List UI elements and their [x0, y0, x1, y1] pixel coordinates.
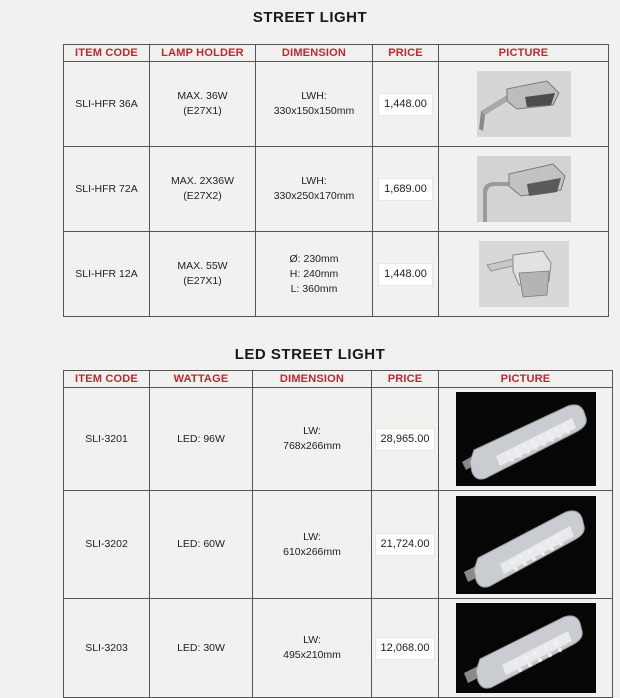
street-light-hfr-12a-photo	[479, 241, 569, 307]
price	[372, 491, 439, 599]
table-row	[64, 62, 609, 147]
header-price: PRICE	[372, 371, 439, 388]
table-row	[64, 599, 613, 698]
price-value: 1,689.00	[379, 179, 432, 200]
table-header-row	[64, 371, 613, 388]
table-row	[64, 147, 609, 232]
led-street-light-table	[63, 370, 613, 698]
dimension-label: LWH:	[301, 175, 327, 187]
picture-cell	[439, 232, 609, 317]
header-price: PRICE	[373, 45, 439, 62]
dimension-value: 330x250x170mm	[273, 190, 355, 202]
led-street-light-title: LED STREET LIGHT	[234, 346, 386, 363]
dimension	[253, 599, 372, 698]
street-light-title: STREET LIGHT	[252, 9, 368, 26]
dimension-label: LW:	[303, 530, 321, 543]
price	[372, 388, 439, 491]
dimension-value: 330x150x150mm	[273, 105, 355, 117]
header-dimension: DIMENSION	[253, 371, 372, 388]
header-picture: PICTURE	[439, 371, 613, 388]
wattage: LED: 96W	[150, 388, 253, 491]
table-row	[64, 232, 609, 317]
led-street-light-3203-photo	[456, 603, 596, 693]
wattage: LED: 60W	[150, 491, 253, 599]
price-value: 1,448.00	[379, 94, 432, 115]
item-code: SLI-3201	[64, 388, 150, 491]
price	[373, 232, 439, 317]
price-value: 28,965.00	[376, 429, 435, 450]
price	[373, 147, 439, 232]
dimension-height: H: 240mm	[289, 267, 339, 280]
table-header-row	[64, 45, 609, 62]
header-item-code: ITEM CODE	[64, 45, 150, 62]
table-row	[64, 491, 613, 599]
lamp-holder-socket: (E27X1)	[183, 275, 222, 287]
item-code: SLI-3202	[64, 491, 150, 599]
header-picture: PICTURE	[439, 45, 609, 62]
street-light-hfr-72a-photo	[477, 156, 571, 222]
dimension-value: 610x266mm	[283, 545, 341, 558]
header-dimension: DIMENSION	[256, 45, 373, 62]
dimension-value: 495x210mm	[283, 649, 341, 661]
lamp-holder-power: MAX. 55W	[177, 260, 228, 272]
street-light-hfr-36a-photo	[477, 71, 571, 137]
price-value: 21,724.00	[376, 534, 435, 555]
item-code: SLI-HFR 36A	[64, 62, 150, 147]
price-value: 12,068.00	[376, 638, 435, 659]
dimension-length: L: 360mm	[290, 282, 338, 295]
dimension-label: LWH:	[301, 90, 327, 102]
item-code: SLI-HFR 72A	[64, 147, 150, 232]
wattage: LED: 30W	[150, 599, 253, 698]
picture-cell	[439, 491, 613, 599]
led-street-light-3201-photo	[456, 392, 596, 486]
picture-cell	[439, 147, 609, 232]
price	[372, 599, 439, 698]
lamp-holder-power: MAX. 36W	[177, 90, 228, 102]
picture-cell	[439, 599, 613, 698]
lamp-holder-power: MAX. 2X36W	[170, 175, 235, 187]
item-code: SLI-HFR 12A	[64, 232, 150, 317]
lamp-holder	[150, 62, 256, 147]
price	[373, 62, 439, 147]
dimension-label: LW:	[303, 425, 321, 437]
header-lamp-holder: LAMP HOLDER	[150, 45, 256, 62]
picture-cell	[439, 388, 613, 491]
dimension	[256, 147, 373, 232]
header-wattage: WATTAGE	[150, 371, 253, 388]
dimension	[253, 388, 372, 491]
dimension	[256, 232, 373, 317]
dimension	[256, 62, 373, 147]
lamp-holder-socket: (E27X1)	[183, 105, 222, 117]
dimension-diameter: Ø: 230mm	[289, 252, 339, 265]
street-light-table	[63, 44, 609, 317]
lamp-holder	[150, 147, 256, 232]
price-value: 1,448.00	[379, 264, 432, 285]
lamp-holder	[150, 232, 256, 317]
dimension-value: 768x266mm	[283, 440, 341, 452]
table-row	[64, 388, 613, 491]
header-item-code: ITEM CODE	[64, 371, 150, 388]
led-street-light-3202-photo	[456, 496, 596, 594]
dimension-label: LW:	[303, 634, 321, 646]
item-code: SLI-3203	[64, 599, 150, 698]
lamp-holder-socket: (E27X2)	[183, 190, 222, 202]
dimension	[253, 491, 372, 599]
picture-cell	[439, 62, 609, 147]
